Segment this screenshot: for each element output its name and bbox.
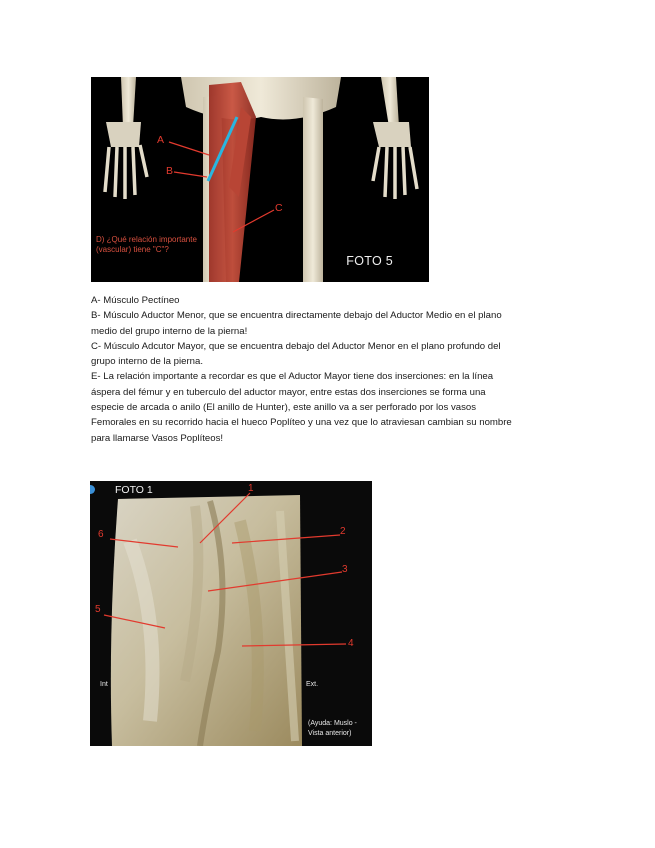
text-line: C- Músculo Adcutor Mayor, que se encuentra debajo del Aductor Menor en el plano profundo del — [91, 340, 501, 352]
hint-line: (Ayuda: Muslo - — [308, 720, 357, 727]
text-line: Femorales en su recorrido hacia el hueco Poplíteo y una vez que lo atraviesan cambian su nombre — [91, 417, 512, 429]
marker-4: 4 — [348, 638, 354, 649]
dissection-photo — [90, 481, 372, 746]
text-line: A- Músculo Pectíneo — [91, 295, 180, 306]
marker-1: 1 — [248, 483, 254, 494]
text-line: áspera del fémur y en tuberculo del aductor mayor, entre estas dos inserciones se forma una — [91, 386, 486, 398]
marker-c: C — [275, 202, 283, 214]
marker-3: 3 — [342, 564, 348, 575]
anatomy-figure-foto1 — [90, 481, 372, 746]
figure-label-foto5: FOTO 5 — [346, 254, 393, 268]
anatomy-figure-foto5 — [91, 77, 429, 282]
figure-label-foto1: FOTO 1 — [115, 484, 153, 496]
marker-6: 6 — [98, 529, 104, 540]
figure-question: D) ¿Qué relación importante (vascular) tiene "C"? — [96, 235, 197, 254]
text-line: especie de arcada o anilo (El anillo de Hunter), este anillo va a ser perforado por los vasos — [91, 402, 477, 414]
marker-a: A — [157, 134, 165, 146]
text-line: B- Músculo Aductor Menor, que se encuentra directamente debajo del Aductor Medio en el plano — [91, 310, 502, 322]
text-line: grupo interno de la pierna. — [91, 356, 204, 368]
answer-text — [91, 293, 566, 446]
marker-b: B — [166, 165, 174, 177]
hint-line: Vista anterior) — [308, 730, 352, 737]
side-label-external: Ext. — [306, 681, 319, 688]
text-line: medio del grupo interno de la pierna! — [91, 325, 248, 337]
side-label-internal: Int — [100, 681, 108, 688]
marker-5: 5 — [95, 604, 101, 615]
text-line: E- La relación importante a recordar es que el Aductor Mayor tiene dos inserciones: en la línea — [91, 371, 494, 383]
figure-hint — [308, 719, 370, 739]
marker-2: 2 — [340, 526, 346, 537]
text-line: para llamarse Vasos Poplíteos! — [91, 432, 224, 444]
